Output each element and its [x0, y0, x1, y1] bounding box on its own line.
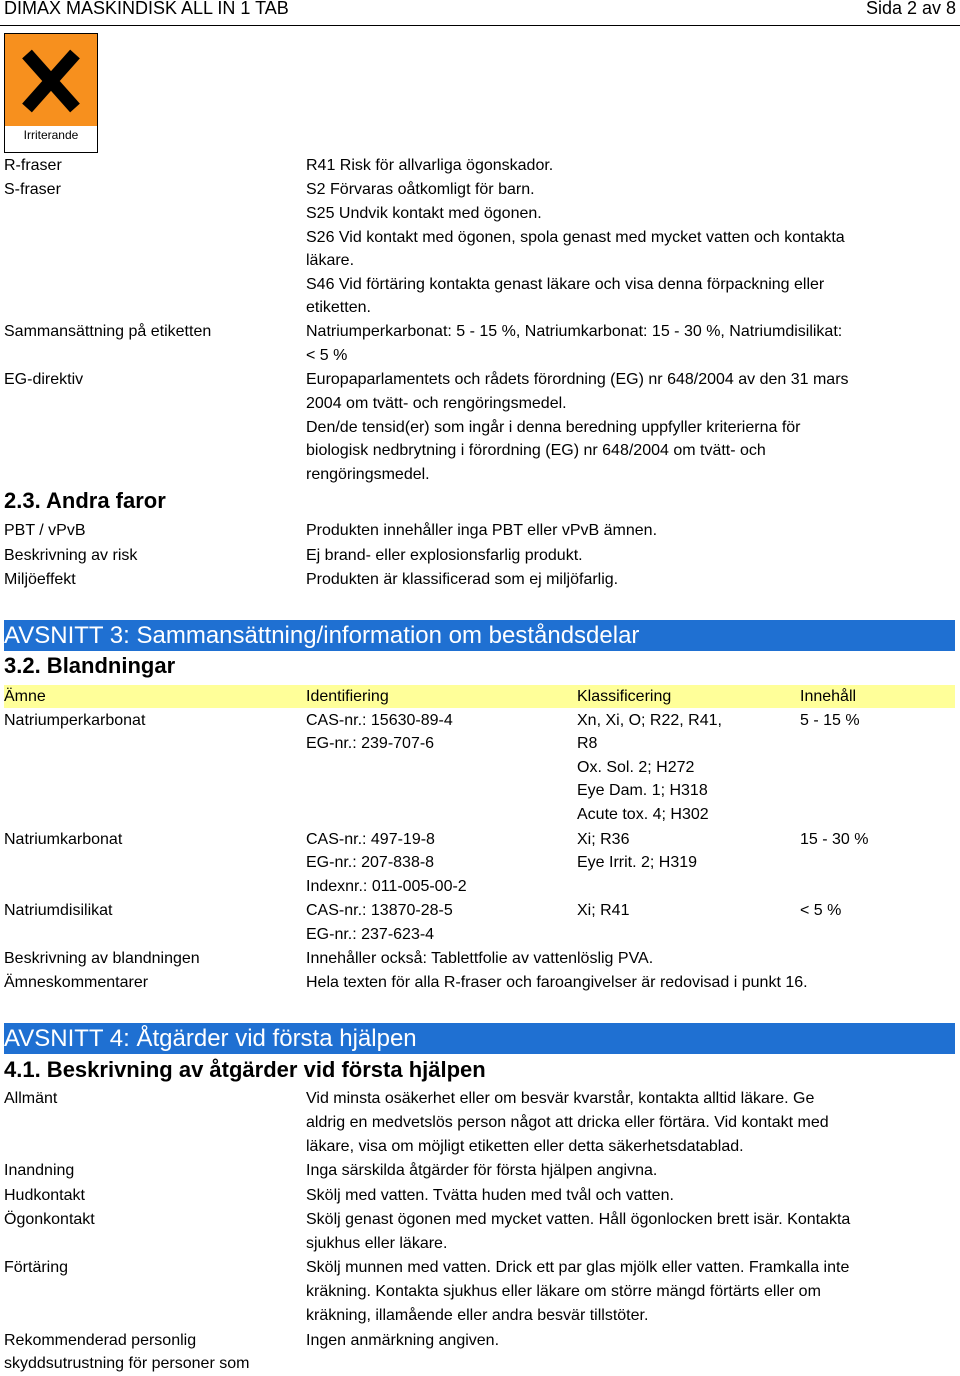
- s-phrase-line: S46 Vid förtäring kontakta genast läkare och visa denna förpackning eller: [306, 276, 825, 293]
- irritant-x-icon: [5, 34, 97, 126]
- hazard-label: Irriterande: [23, 128, 79, 142]
- inhalation-label: Inandning: [4, 1162, 75, 1179]
- environment-value: Produkten är klassificerad som ej miljöfarlig.: [306, 571, 619, 588]
- ingestion-line: Skölj munnen med vatten. Drick ett par glas mjölk eller vatten. Framkalla inte: [306, 1259, 850, 1276]
- environment-label: Miljöeffekt: [4, 571, 76, 588]
- table-cell-id: Indexnr.: 011-005-00-2: [306, 878, 467, 895]
- table-cell-classification: Xn, Xi, O; R22, R41,: [577, 712, 722, 729]
- s-phrases-label: S-fraser: [4, 181, 61, 198]
- table-cell-classification: Eye Irrit. 2; H319: [577, 854, 698, 871]
- table-row-substance: Natriumperkarbonat: [4, 712, 146, 729]
- table-cell-id: EG-nr.: 237-623-4: [306, 926, 435, 943]
- label-composition-line: Natriumperkarbonat: 5 - 15 %, Natriumkarbonat: 15 - 30 %, Natriumdisilikat:: [306, 323, 843, 340]
- section-4-title: AVSNITT 4: Åtgärder vid första hjälpen: [4, 1025, 417, 1052]
- col-header-identification: Identifiering: [306, 688, 389, 705]
- label-composition-label: Sammansättning på etiketten: [4, 323, 212, 340]
- eye-contact-label: Ögonkontakt: [4, 1211, 95, 1228]
- mixture-description-value: Innehåller också: Tablettfolie av vattenlöslig PVA.: [306, 950, 654, 967]
- general-line: läkare, visa om möjligt etiketten eller detta säkerhetsdatablad.: [306, 1138, 744, 1155]
- mixtures-heading: 3.2. Blandningar: [4, 653, 176, 678]
- label-composition-line: < 5 %: [306, 347, 348, 364]
- table-cell-id: EG-nr.: 239-707-6: [306, 735, 435, 752]
- table-cell-classification: Xi; R41: [577, 902, 630, 919]
- r-phrases-label: R-fraser: [4, 157, 62, 174]
- r-phrase-line: R41 Risk för allvarliga ögonskador.: [306, 157, 554, 174]
- table-cell-classification: R8: [577, 735, 598, 752]
- section-4-bar: [4, 1023, 955, 1054]
- col-header-content: Innehåll: [800, 688, 857, 705]
- eg-directive-line: biologisk nedbrytning i förordning (EG) nr 648/2004 om tvätt- och: [306, 442, 766, 459]
- protective-equipment-label: skyddsutrustning för personer som: [4, 1355, 250, 1372]
- eg-directive-line: rengöringsmedel.: [306, 466, 430, 483]
- protective-equipment-label: Rekommenderad personlig: [4, 1332, 197, 1349]
- table-row-substance: Natriumdisilikat: [4, 902, 113, 919]
- table-row-substance: Natriumkarbonat: [4, 831, 123, 848]
- eg-directive-label: EG-direktiv: [4, 371, 84, 388]
- other-hazards-heading: 2.3. Andra faror: [4, 488, 166, 513]
- s-phrase-line: S2 Förvaras oåtkomligt för barn.: [306, 181, 535, 198]
- col-header-classification: Klassificering: [577, 688, 672, 705]
- table-cell-classification: Eye Dam. 1; H318: [577, 782, 708, 799]
- risk-value: Ej brand- eller explosionsfarlig produkt.: [306, 547, 583, 564]
- mixture-description-label: Beskrivning av blandningen: [4, 950, 200, 967]
- eg-directive-line: Europaparlamentets och rådets förordning (EG) nr 648/2004 av den 31 mars: [306, 371, 849, 388]
- s-phrase-line: S25 Undvik kontakt med ögonen.: [306, 205, 542, 222]
- document-title: DIMAX MASKINDISK ALL IN 1 TAB: [4, 0, 289, 18]
- first-aid-heading: 4.1. Beskrivning av åtgärder vid första hjälpen: [4, 1057, 486, 1082]
- ingestion-line: kräkning. Kontakta sjukhus eller läkare om större mängd förtärts eller om: [306, 1283, 821, 1300]
- section-3-bar: [4, 620, 955, 651]
- pbt-label: PBT / vPvB: [4, 522, 86, 539]
- pbt-value: Produkten innehåller inga PBT eller vPvB ämnen.: [306, 522, 658, 539]
- protective-equipment-value: Ingen anmärkning angiven.: [306, 1332, 500, 1349]
- header-rule: [0, 25, 960, 26]
- ingestion-line: kräkning, illamående eller andra besvär tillstöter.: [306, 1307, 649, 1324]
- hazard-pictogram: [4, 33, 98, 153]
- section-3-title: AVSNITT 3: Sammansättning/information om beståndsdelar: [4, 622, 640, 649]
- skin-contact-value: Skölj med vatten. Tvätta huden med tvål och vatten.: [306, 1187, 674, 1204]
- table-cell-content: < 5 %: [800, 902, 842, 919]
- general-label: Allmänt: [4, 1090, 58, 1107]
- general-line: aldrig en medvetslös person något att dricka eller förtära. Vid kontakt med: [306, 1114, 829, 1131]
- table-cell-id: CAS-nr.: 15630-89-4: [306, 712, 453, 729]
- eg-directive-line: 2004 om tvätt- och rengöringsmedel.: [306, 395, 567, 412]
- page-number: Sida 2 av 8: [865, 0, 956, 18]
- col-header-substance: Ämne: [4, 688, 46, 705]
- inhalation-value: Inga särskilda åtgärder för första hjälpen angivna.: [306, 1162, 658, 1179]
- skin-contact-label: Hudkontakt: [4, 1187, 85, 1204]
- s-phrase-line: läkare.: [306, 252, 355, 269]
- s-phrase-line: S26 Vid kontakt med ögonen, spola genast med mycket vatten och kontakta: [306, 229, 845, 246]
- s-phrase-line: etiketten.: [306, 299, 371, 316]
- substance-comments-value: Hela texten för alla R-fraser och faroangivelser är redovisad i punkt 16.: [306, 974, 808, 991]
- table-header: [4, 685, 955, 708]
- table-cell-id: CAS-nr.: 497-19-8: [306, 831, 435, 848]
- eye-contact-line: sjukhus eller läkare.: [306, 1235, 448, 1252]
- general-line: Vid minsta osäkerhet eller om besvär kvarstår, kontakta alltid läkare. Ge: [306, 1090, 815, 1107]
- eye-contact-line: Skölj genast ögonen med mycket vatten. Håll ögonlocken brett isär. Kontakta: [306, 1211, 851, 1228]
- table-cell-content: 15 - 30 %: [800, 831, 869, 848]
- table-cell-classification: Xi; R36: [577, 831, 630, 848]
- table-cell-id: EG-nr.: 207-838-8: [306, 854, 435, 871]
- eg-directive-line: Den/de tensid(er) som ingår i denna beredning uppfyller kriterierna för: [306, 419, 801, 436]
- table-cell-classification: Ox. Sol. 2; H272: [577, 759, 695, 776]
- risk-label: Beskrivning av risk: [4, 547, 138, 564]
- table-cell-content: 5 - 15 %: [800, 712, 860, 729]
- substance-comments-label: Ämneskommentarer: [4, 974, 149, 991]
- table-cell-id: CAS-nr.: 13870-28-5: [306, 902, 453, 919]
- ingestion-label: Förtäring: [4, 1259, 69, 1276]
- table-cell-classification: Acute tox. 4; H302: [577, 806, 709, 823]
